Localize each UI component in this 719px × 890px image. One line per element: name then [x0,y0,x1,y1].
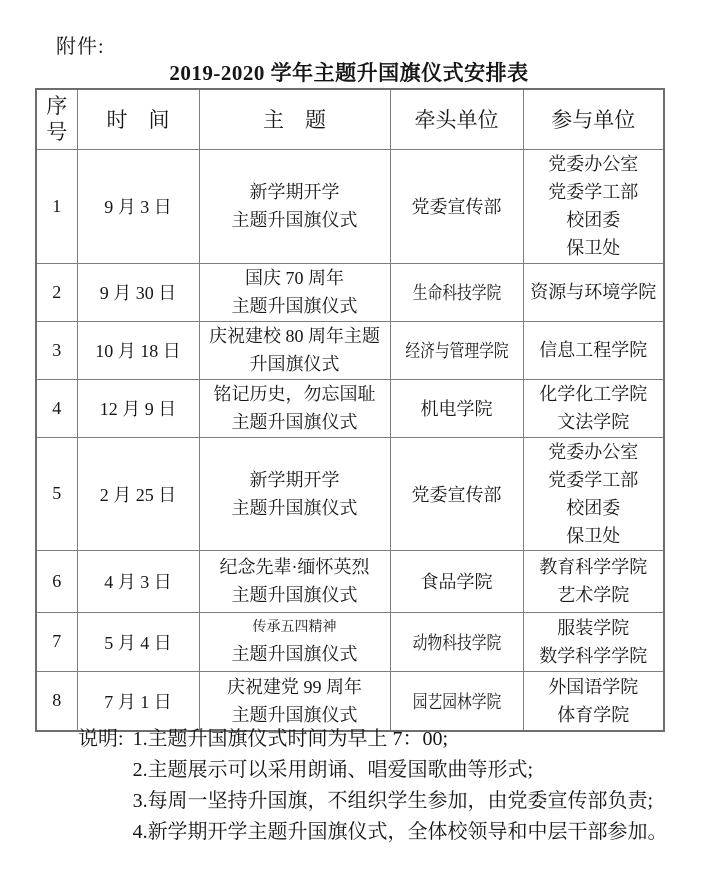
row-lead-cell [390,671,523,731]
schedule-table-body [36,149,664,731]
row-participants-cell [523,671,664,731]
row-time-cell [77,321,199,379]
header-row [36,89,664,149]
row-lead-cell [390,379,523,437]
participant-line: 校团委 [566,497,621,518]
row-lead-cell [390,550,523,612]
theme-line: 主题升国旗仪式 [231,704,358,725]
row-time: 9 月 30 日 [99,283,177,303]
theme-line: 主题升国旗仪式 [231,643,358,664]
header-index [36,89,77,149]
header-lead: 牵头单位 [390,89,523,149]
theme-line: 传承五四精神 [252,619,337,635]
row-theme-cell [199,550,390,612]
row-time: 9 月 3 日 [104,197,172,217]
row-index: 4 [52,397,62,418]
row-lead: 生命科技学院 [412,283,501,303]
row-time: 12 月 9 日 [99,399,177,419]
row-index: 2 [52,281,62,302]
row-time: 5 月 4 日 [104,632,172,653]
theme-line: 庆祝建党 99 周年 [227,676,362,697]
notes-label: 说明: [78,728,124,750]
row-index: 8 [52,690,62,710]
theme-line: 纪念先辈·缅怀英烈 [219,557,370,577]
participant-line: 数学科学学院 [539,645,648,666]
table-row [36,671,664,731]
row-index: 5 [52,483,62,503]
row-theme-cell [199,437,390,550]
row-index-cell [36,550,77,612]
row-index: 3 [52,339,62,360]
table-row [36,379,664,437]
row-time-cell [77,437,199,550]
theme-line: 新学期开学 [249,182,340,202]
row-time: 2 月 25 日 [99,484,177,505]
row-lead: 党委宣传部 [411,197,502,217]
row-time-cell [77,550,199,612]
theme-line: 铭记历史，勿忘国耻 [213,384,376,404]
row-lead-cell [390,437,523,550]
row-participants-cell [523,437,664,550]
participant-line: 党委办公室 [548,441,639,462]
attachment-label: 附件: [56,36,105,58]
participant-line: 外国语学院 [548,676,639,697]
row-index-cell [36,379,77,437]
row-theme-cell [199,671,390,731]
page-title: 2019-2020 学年主题升国旗仪式安排表 [169,61,529,85]
row-participants-cell [523,321,664,379]
schedule-table [35,88,665,732]
row-participants-cell [523,379,664,437]
row-time-cell [77,612,199,671]
row-time: 10 月 18 日 [95,341,181,361]
row-time-cell [77,379,199,437]
row-theme-cell [199,263,390,321]
row-time-cell [77,149,199,263]
participant-line: 信息工程学院 [539,340,648,360]
table-row [36,437,664,550]
row-lead-cell [390,263,523,321]
row-lead: 园艺园林学院 [412,691,501,712]
note-item: 4.新学期开学主题升国旗仪式，全体校领导和中层干部参加。 [132,821,668,843]
row-index: 1 [52,195,62,216]
note-item: 1.主题升国旗仪式时间为早上 7：00; [132,728,449,750]
header-index-label: 序号 [46,94,68,145]
row-index: 7 [52,631,62,651]
row-index: 6 [52,570,62,591]
participant-line: 党委办公室 [548,154,639,174]
row-lead: 食品学院 [420,572,493,592]
row-theme-cell [199,612,390,671]
row-time-cell [77,263,199,321]
row-index-cell [36,149,77,263]
participant-line: 保卫处 [566,238,621,258]
row-lead: 党委宣传部 [411,484,502,505]
participant-line: 艺术学院 [557,585,630,605]
theme-line: 升国旗仪式 [249,354,340,374]
row-participants-cell [523,550,664,612]
participant-line: 体育学院 [557,704,630,725]
header-theme: 主 题 [199,89,390,149]
notes-items [133,724,668,848]
row-time: 4 月 3 日 [104,572,172,592]
header-time: 时 间 [77,89,199,149]
theme-line: 主题升国旗仪式 [231,585,358,605]
row-index-cell [36,612,77,671]
table-row [36,612,664,671]
row-participants-cell [523,263,664,321]
table-row [36,321,664,379]
row-theme-cell [199,149,390,263]
participant-line: 教育科学学院 [539,557,648,577]
table-row [36,550,664,612]
row-participants-cell [523,612,664,671]
note-item: 3.每周一坚持升国旗，不组织学生参加，由党委宣传部负责; [132,790,654,812]
row-lead-cell [390,321,523,379]
row-index-cell [36,437,77,550]
theme-line: 主题升国旗仪式 [231,296,358,316]
row-time-cell [77,671,199,731]
row-lead-cell [390,612,523,671]
row-theme-cell [199,321,390,379]
note-item: 2.主题展示可以采用朗诵、唱爱国歌曲等形式; [132,759,534,781]
participant-line: 化学化工学院 [539,384,648,404]
row-lead: 机电学院 [420,399,493,419]
notes-section [78,724,668,848]
row-lead: 动物科技学院 [412,632,501,653]
row-participants-cell [523,149,664,263]
theme-line: 国庆 70 周年 [245,268,344,288]
theme-line: 主题升国旗仪式 [231,497,358,518]
row-lead: 经济与管理学院 [404,341,509,361]
participant-line: 资源与环境学院 [530,282,657,302]
theme-line: 主题升国旗仪式 [231,210,358,230]
table-row [36,149,664,263]
theme-line: 庆祝建校 80 周年主题 [209,326,380,346]
row-index-cell [36,671,77,731]
table-row [36,263,664,321]
row-theme-cell [199,379,390,437]
row-index-cell [36,321,77,379]
participant-line: 服装学院 [557,617,630,638]
participant-line: 党委学工部 [548,469,639,490]
row-time: 7 月 1 日 [104,691,172,712]
participant-line: 文法学院 [557,412,630,432]
participant-line: 保卫处 [566,525,621,546]
header-participants: 参与单位 [523,89,664,149]
theme-line: 主题升国旗仪式 [231,412,358,432]
row-index-cell [36,263,77,321]
row-lead-cell [390,149,523,263]
theme-line: 新学期开学 [249,469,340,490]
participant-line: 党委学工部 [548,182,639,202]
participant-line: 校团委 [566,210,621,230]
